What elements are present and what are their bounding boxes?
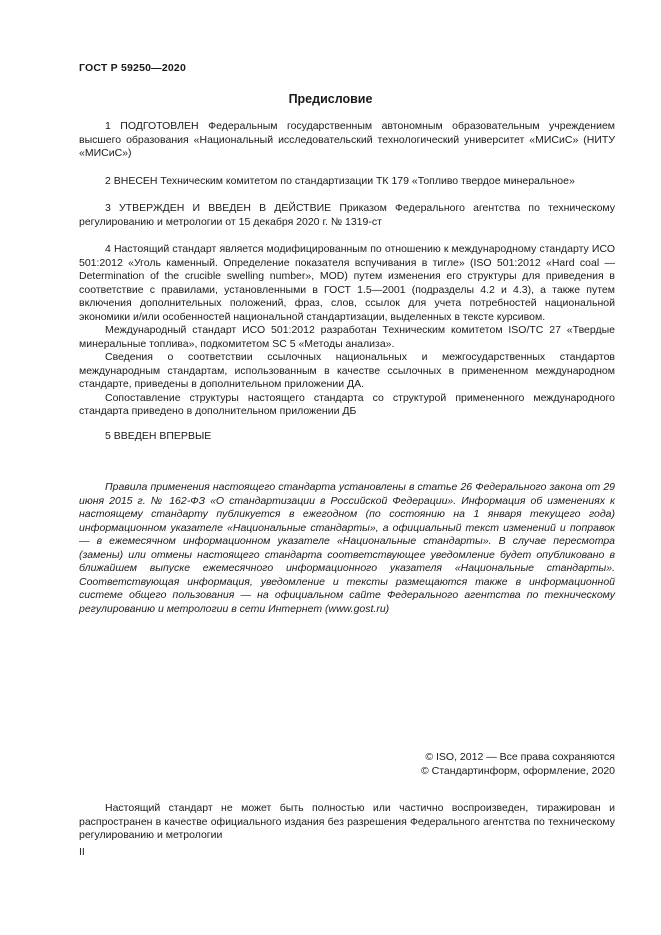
reproduction-notice bbox=[79, 802, 615, 843]
copyright-standartinform: © Стандартинформ, оформление, 2020 bbox=[420, 765, 615, 777]
item-4 bbox=[79, 243, 615, 419]
page-number: II bbox=[79, 846, 85, 858]
page-title: Предисловие bbox=[288, 92, 373, 106]
item-4-references: Сведения о соответствии ссылочных национальных и межгосударственных стандартов международным стандартам, использованным в качестве ссылочных в примененном международном стандарте, приведены в дополнительном приложении ДА. bbox=[79, 351, 615, 390]
item-5-text: 5 ВВЕДЕН ВПЕРВЫЕ bbox=[105, 430, 212, 442]
item-5 bbox=[79, 430, 615, 444]
item-3-text: 3 УТВЕРЖДЕН И ВВЕДЕН В ДЕЙСТВИЕ Приказом Федерального агентства по техническому регулированию и метрологии от 15 декабря 2020 г. № 1319-ст bbox=[79, 202, 615, 228]
copyright-block bbox=[421, 750, 615, 778]
item-4-structure: Сопоставление структуры настоящего стандарта со структурой примененного международного стандарта приведено в дополнительном приложении ДБ bbox=[79, 391, 615, 417]
rules-notice bbox=[79, 481, 615, 616]
item-2-text: 2 ВНЕСЕН Техническим комитетом по стандартизации ТК 179 «Топливо твердое минеральное» bbox=[105, 175, 575, 187]
item-3 bbox=[79, 202, 615, 229]
item-1 bbox=[79, 120, 615, 161]
item-4-text: 4 Настоящий стандарт является модифицированным по отношению к международному стандарту ИСО 501:2012 «Уголь каменный. Определение показателя вспучивания в тигле» (ISO 501:2012 «Hard coal — Determination of the crucible swelling number», MOD) путем изменения его структуры для приведения в соответствие с правилами, установленными в ГОСТ 1.5—2001 (подразделы 4.2 и 4.3), а также путем включения дополнительных положений, фраз, слов, ссылок для учета потребностей национальной экономики и/или особенностей национальной стандартизации, выделенных в тексте курсивом. bbox=[79, 243, 615, 323]
document-code: ГОСТ Р 59250—2020 bbox=[79, 62, 187, 74]
reproduction-notice-text: Настоящий стандарт не может быть полностью или частично воспроизведен, тиражирован и распространен в качестве официального издания без разрешения Федерального агентства по техническому регулированию и метрологии bbox=[79, 802, 615, 841]
copyright-iso: © ISO, 2012 — Все права сохраняются bbox=[425, 751, 615, 763]
item-1-text: 1 ПОДГОТОВЛЕН Федеральным государственным автономным образовательным учреждением высшего образования «Национальный исследовательский технологический университет «МИСиС» (НИТУ «МИСиС») bbox=[79, 120, 615, 159]
item-2 bbox=[79, 175, 615, 189]
item-4-intl-standard: Международный стандарт ИСО 501:2012 разработан Техническим комитетом ISO/TC 27 «Твердые минеральные топлива», подкомитетом SC 5 «Методы анализа». bbox=[79, 324, 615, 350]
rules-notice-text: Правила применения настоящего стандарта установлены в статье 26 Федерального закона от 29 июня 2015 г. № 162-ФЗ «О стандартизации в Российской Федерации». Информация об изменениях к настоящему стандарту публикуется в ежегодном (по состоянию на 1 января текущего года) информационном указателе «Национальные стандарты», а официальный текст изменений и поправок — в ежемесячном информационном указателе «Национальные стандарты». В случае пересмотра (замены) или отмены настоящего стандарта соответствующее уведомление будет опубликовано в ближайшем выпуске ежемесячного информационного указателя «Национальные стандарты». Соответствующая информация, уведомление и тексты размещаются также в информационной системе общего пользования — на официальном сайте Федерального агентства по техническому регулированию и метрологии в сети Интернет (www.gost.ru) bbox=[79, 481, 615, 615]
